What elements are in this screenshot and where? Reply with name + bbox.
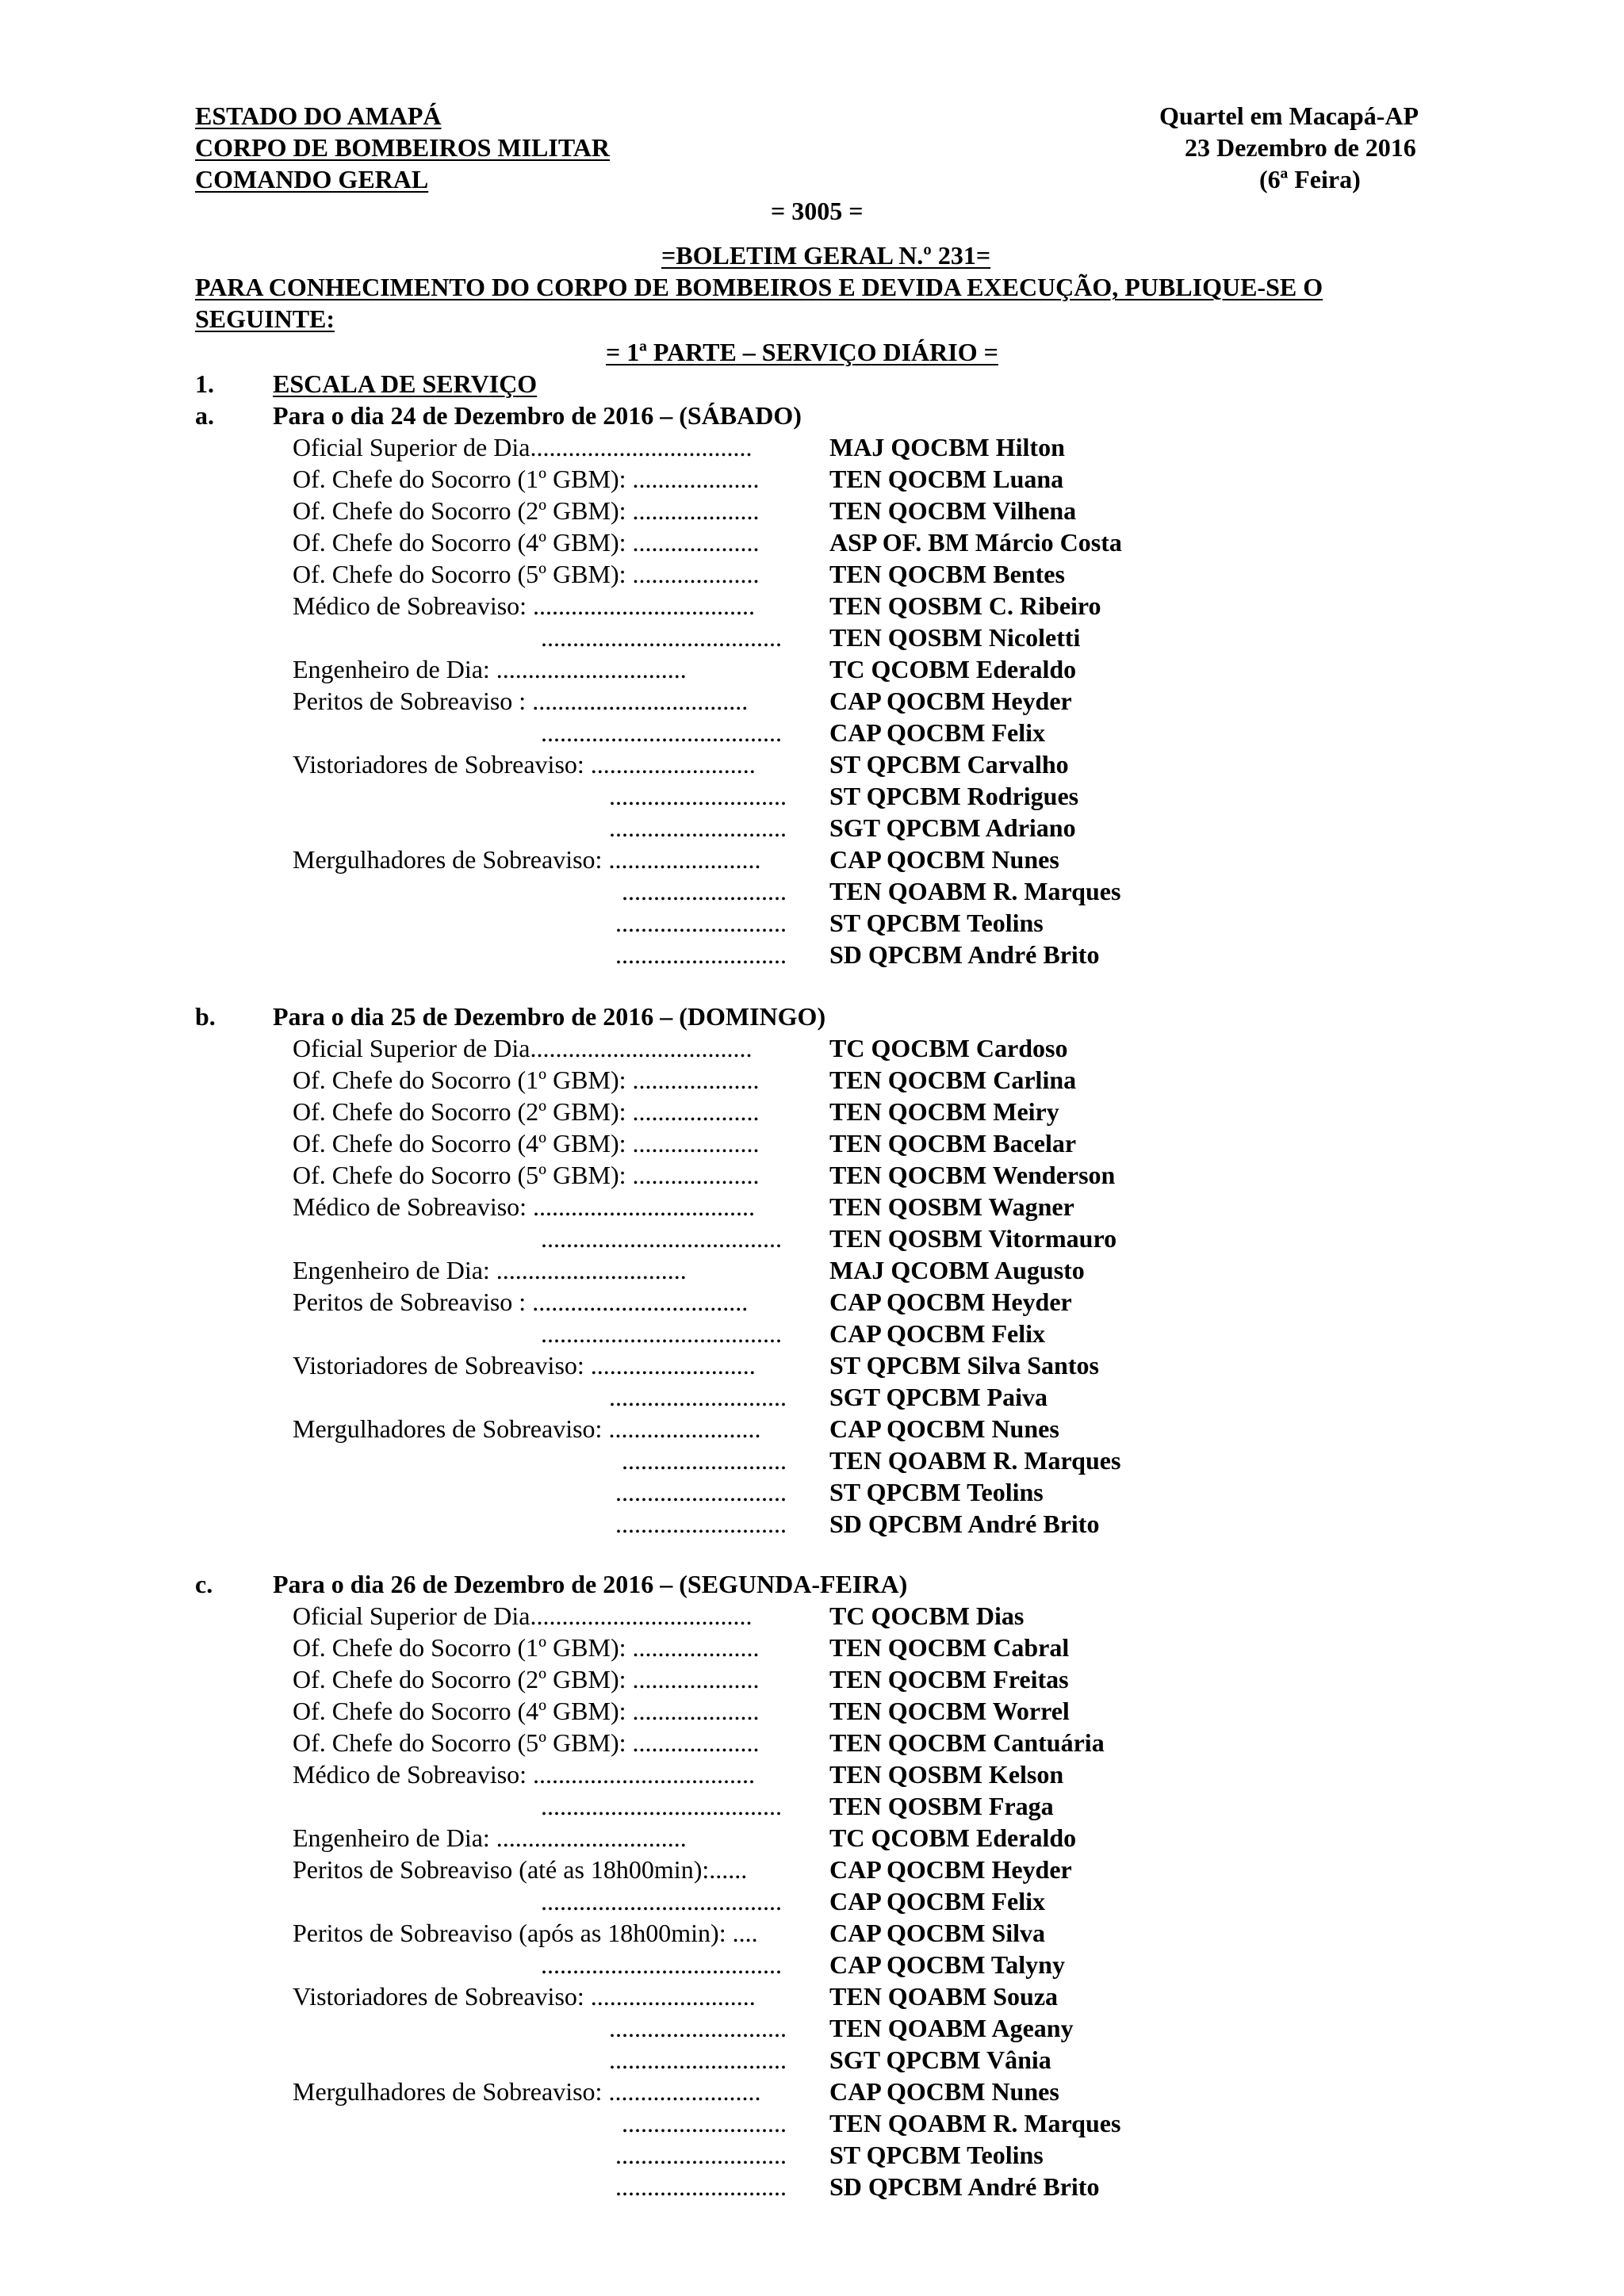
duty-role: ............................	[609, 1383, 787, 1411]
duty-officer: SD QPCBM André Brito	[829, 2172, 1100, 2201]
duty-officer: CAP QOCBM Nunes	[829, 2077, 1059, 2106]
duty-role: ...........................	[615, 1510, 787, 1538]
header-weekday: (6ª Feira)	[1259, 165, 1361, 193]
duty-role: Vistoriadores de Sobreaviso: ..........................	[293, 1351, 756, 1380]
duty-officer: CAP QOCBM Heyder	[829, 687, 1072, 715]
duty-role: ......................................	[541, 1887, 782, 1915]
duty-role: Mergulhadores de Sobreaviso: ........................	[293, 845, 761, 874]
duty-officer: CAP QOCBM Heyder	[829, 1288, 1072, 1316]
duty-role: Oficial Superior de Dia...................................	[293, 1034, 753, 1062]
duty-officer: CAP QOCBM Heyder	[829, 1855, 1072, 1884]
duty-role: ...........................	[615, 909, 787, 937]
header-date: 23 Dezembro de 2016	[1185, 133, 1416, 162]
duty-role: ...........................	[615, 2172, 787, 2201]
duty-officer: TEN QOCBM Bentes	[829, 560, 1065, 588]
duty-role: Of. Chefe do Socorro (1º GBM): ....................	[293, 465, 760, 493]
duty-role: Of. Chefe do Socorro (4º GBM): ....................	[293, 1129, 760, 1158]
duty-role: Of. Chefe do Socorro (2º GBM): ....................	[293, 1097, 760, 1126]
duty-role: Of. Chefe do Socorro (2º GBM): ....................	[293, 1665, 760, 1693]
duty-role: ............................	[609, 2014, 787, 2042]
section-number: 1.	[195, 369, 214, 398]
duty-officer: CAP QOCBM Talyny	[829, 1950, 1065, 1979]
duty-role: Of. Chefe do Socorro (1º GBM): ....................	[293, 1633, 760, 1662]
duty-role: ......................................	[541, 718, 782, 747]
duty-officer: CAP QOCBM Silva	[829, 1919, 1046, 1947]
part-title: = 1ª PARTE – SERVIÇO DIÁRIO =	[606, 338, 998, 366]
duty-officer: ST QPCBM Teolins	[829, 1478, 1044, 1506]
duty-role: Of. Chefe do Socorro (2º GBM): ....................	[293, 496, 760, 525]
duty-role: Of. Chefe do Socorro (1º GBM): ....................	[293, 1066, 760, 1094]
duty-officer: SD QPCBM André Brito	[829, 940, 1100, 969]
duty-officer: ST QPCBM Teolins	[829, 2141, 1044, 2169]
duty-role: ...........................	[615, 1478, 787, 1506]
duty-role: ......................................	[541, 1950, 782, 1979]
duty-officer: MAJ QCOBM Augusto	[829, 1256, 1085, 1284]
day-letter: b.	[195, 1002, 216, 1031]
duty-role: Médico de Sobreaviso: ...................................	[293, 591, 756, 620]
duty-officer: TEN QOCBM Cabral	[829, 1633, 1070, 1662]
duty-role: Peritos de Sobreaviso : ..................................	[293, 1288, 749, 1316]
section-title: ESCALA DE SERVIÇO	[273, 369, 538, 398]
duty-role: Mergulhadores de Sobreaviso: ........................	[293, 2077, 761, 2106]
duty-officer: SGT QPCBM Adriano	[829, 813, 1076, 842]
duty-role: Of. Chefe do Socorro (5º GBM): ....................	[293, 1728, 760, 1757]
duty-officer: MAJ QOCBM Hilton	[829, 433, 1065, 461]
duty-role: Engenheiro de Dia: ..............................	[293, 1256, 687, 1284]
duty-officer: ASP OF. BM Márcio Costa	[829, 528, 1122, 557]
bulletin-number: = 3005 =	[771, 197, 864, 225]
duty-role: Vistoriadores de Sobreaviso: ..........................	[293, 1982, 756, 2011]
duty-role: Vistoriadores de Sobreaviso: ..........................	[293, 750, 756, 779]
duty-role: ............................	[609, 782, 787, 810]
header-corps: CORPO DE BOMBEIROS MILITAR	[195, 133, 611, 162]
duty-role: Of. Chefe do Socorro (5º GBM): ....................	[293, 560, 760, 588]
duty-role: Peritos de Sobreaviso : ..................................	[293, 687, 749, 715]
day-heading: Para o dia 25 de Dezembro de 2016 – (DOMINGO)	[273, 1002, 826, 1031]
duty-officer: TEN QOCBM Luana	[829, 465, 1064, 493]
duty-role: ............................	[609, 2045, 787, 2074]
duty-role: ......................................	[541, 623, 782, 652]
bulletin-title: =BOLETIM GERAL N.º 231=	[661, 241, 991, 270]
header-command: COMANDO GERAL	[195, 165, 429, 193]
duty-role: Peritos de Sobreaviso (após as 18h00min): ....	[293, 1919, 758, 1947]
duty-officer: TEN QOCBM Meiry	[829, 1097, 1059, 1126]
duty-role: Engenheiro de Dia: ..............................	[293, 655, 687, 683]
bulletin-intro-line2: SEGUINTE:	[195, 304, 335, 333]
duty-officer: TC QOCBM Cardoso	[829, 1034, 1068, 1062]
duty-officer: ST QPCBM Silva Santos	[829, 1351, 1099, 1380]
duty-officer: TEN QOABM Souza	[829, 1982, 1059, 2011]
duty-role: Of. Chefe do Socorro (4º GBM): ....................	[293, 1697, 760, 1725]
duty-officer: CAP QOCBM Felix	[829, 718, 1045, 747]
duty-officer: TEN QOCBM Cantuária	[829, 1728, 1105, 1757]
duty-officer: CAP QOCBM Felix	[829, 1319, 1045, 1348]
bulletin-intro-line1: PARA CONHECIMENTO DO CORPO DE BOMBEIROS E DEVIDA EXECUÇÃO, PUBLIQUE-SE O	[195, 273, 1323, 301]
header-state: ESTADO DO AMAPÁ	[195, 101, 442, 130]
duty-role: Mergulhadores de Sobreaviso: ........................	[293, 1414, 761, 1443]
duty-officer: TEN QOSBM C. Ribeiro	[829, 591, 1101, 620]
duty-role: ......................................	[541, 1319, 782, 1348]
duty-officer: TEN QOSBM Fraga	[829, 1792, 1054, 1820]
duty-officer: TC QOCBM Dias	[829, 1601, 1025, 1630]
duty-officer: TEN QOSBM Wagner	[829, 1192, 1074, 1221]
duty-role: Oficial Superior de Dia...................................	[293, 433, 753, 461]
day-heading: Para o dia 24 de Dezembro de 2016 – (SÁBADO)	[273, 401, 802, 430]
duty-officer: ST QPCBM Teolins	[829, 909, 1044, 937]
duty-role: ..........................	[622, 2109, 787, 2137]
duty-role: ..........................	[622, 1446, 787, 1475]
duty-officer: SGT QPCBM Paiva	[829, 1383, 1048, 1411]
duty-role: ......................................	[541, 1224, 782, 1253]
duty-role: ..........................	[622, 877, 787, 905]
duty-officer: TC QCOBM Ederaldo	[829, 655, 1077, 683]
duty-officer: TEN QOSBM Vitormauro	[829, 1224, 1117, 1253]
duty-role: Médico de Sobreaviso: ...................................	[293, 1760, 756, 1789]
duty-officer: SD QPCBM André Brito	[829, 1510, 1100, 1538]
duty-officer: CAP QOCBM Nunes	[829, 845, 1059, 874]
duty-role: Oficial Superior de Dia...................................	[293, 1601, 753, 1630]
duty-role: Médico de Sobreaviso: ...................................	[293, 1192, 756, 1221]
header-location: Quartel em Macapá-AP	[1159, 101, 1419, 130]
duty-role: ...........................	[615, 2141, 787, 2169]
duty-role: Of. Chefe do Socorro (5º GBM): ....................	[293, 1161, 760, 1189]
duty-officer: TEN QOABM R. Marques	[829, 2109, 1121, 2137]
duty-officer: TEN QOABM R. Marques	[829, 877, 1121, 905]
duty-officer: TEN QOCBM Worrel	[829, 1697, 1070, 1725]
day-letter: c.	[195, 1570, 213, 1598]
duty-officer: SGT QPCBM Vânia	[829, 2045, 1051, 2074]
duty-officer: TEN QOCBM Bacelar	[829, 1129, 1077, 1158]
duty-officer: TEN QOCBM Carlina	[829, 1066, 1077, 1094]
duty-role: ...........................	[615, 940, 787, 969]
duty-officer: CAP QOCBM Nunes	[829, 1414, 1059, 1443]
duty-role: Engenheiro de Dia: ..............................	[293, 1823, 687, 1852]
day-heading: Para o dia 26 de Dezembro de 2016 – (SEGUNDA-FEIRA)	[273, 1570, 908, 1598]
duty-officer: CAP QOCBM Felix	[829, 1887, 1045, 1915]
duty-officer: TEN QOSBM Nicoletti	[829, 623, 1081, 652]
duty-role: Of. Chefe do Socorro (4º GBM): ....................	[293, 528, 760, 557]
duty-officer: TC QCOBM Ederaldo	[829, 1823, 1077, 1852]
duty-officer: TEN QOCBM Wenderson	[829, 1161, 1116, 1189]
duty-officer: TEN QOABM R. Marques	[829, 1446, 1121, 1475]
duty-role: ......................................	[541, 1792, 782, 1820]
duty-officer: ST QPCBM Carvalho	[829, 750, 1069, 779]
day-letter: a.	[195, 401, 214, 430]
duty-officer: ST QPCBM Rodrigues	[829, 782, 1079, 810]
duty-officer: TEN QOABM Ageany	[829, 2014, 1074, 2042]
duty-role: Peritos de Sobreaviso (até as 18h00min):......	[293, 1855, 748, 1884]
duty-officer: TEN QOSBM Kelson	[829, 1760, 1064, 1789]
duty-officer: TEN QOCBM Freitas	[829, 1665, 1069, 1693]
duty-officer: TEN QOCBM Vilhena	[829, 496, 1077, 525]
duty-role: ............................	[609, 813, 787, 842]
